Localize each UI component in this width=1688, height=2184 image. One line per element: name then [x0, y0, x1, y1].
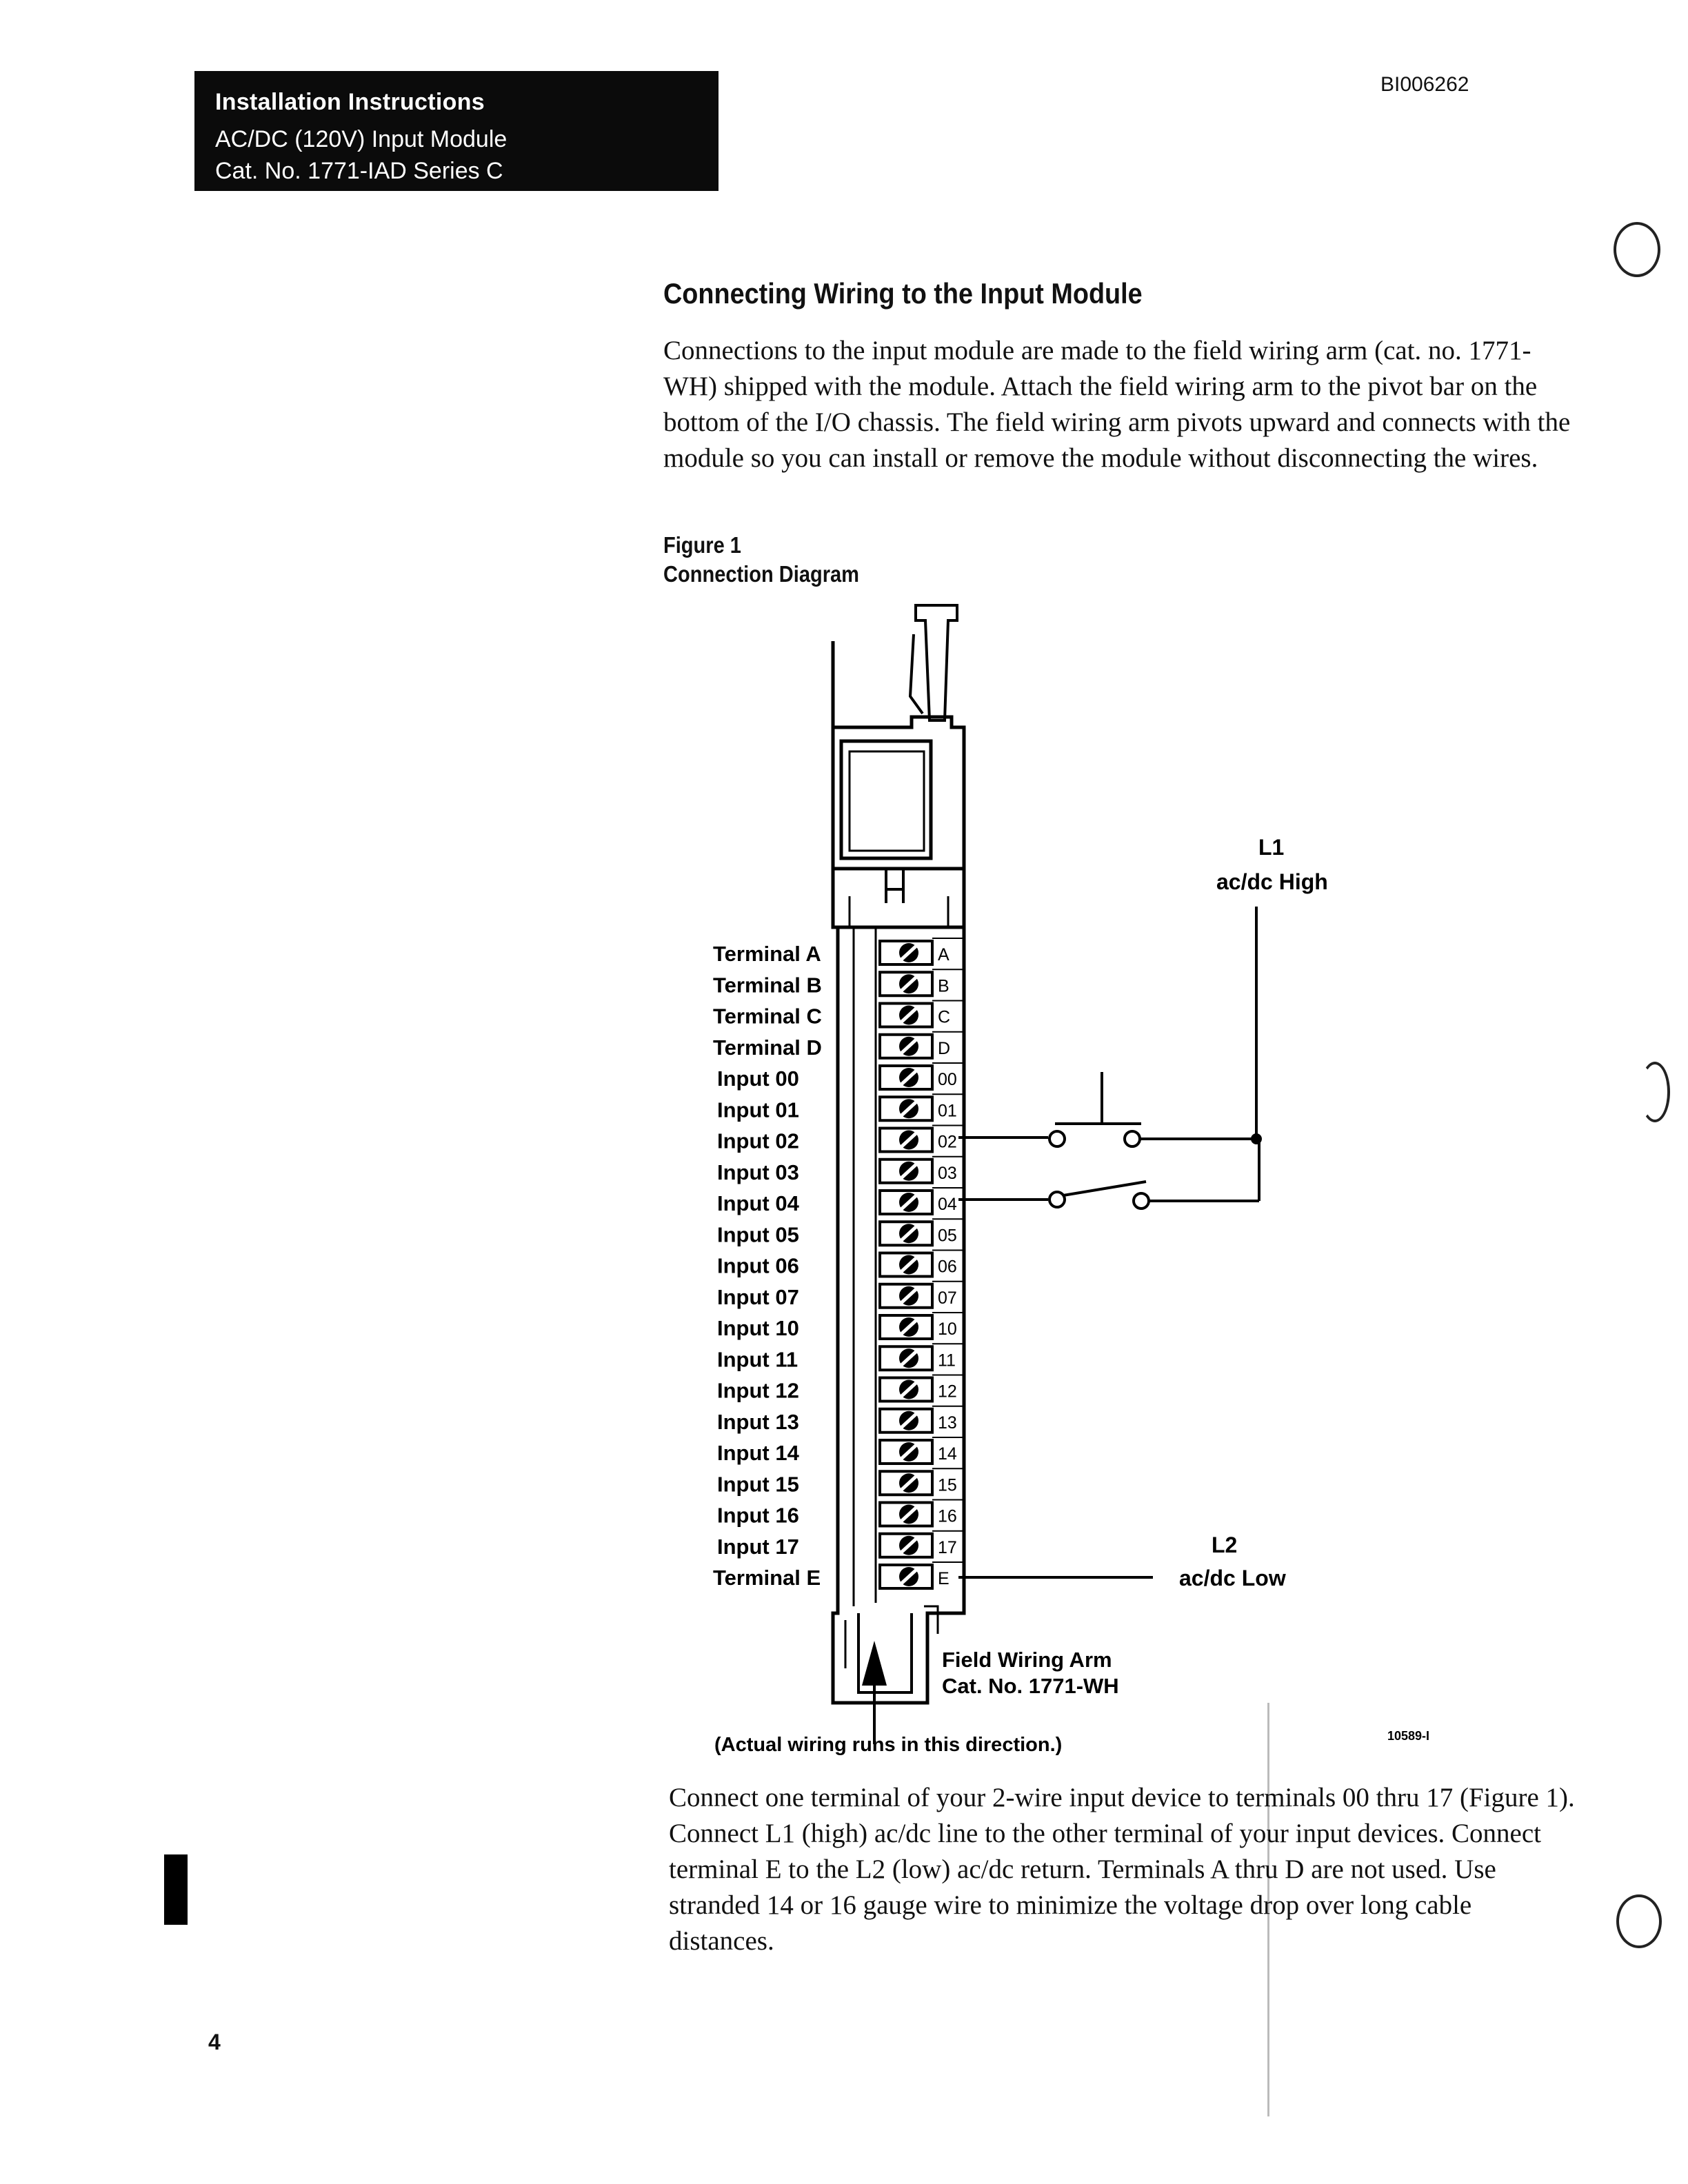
wiring-arm-catalog: Cat. No. 1771-WH [942, 1674, 1119, 1698]
terminal-label: Input 15 [717, 1472, 799, 1497]
terminal-code: 13 [938, 1413, 957, 1433]
wiring-direction-caption: (Actual wiring runs in this direction.) [714, 1734, 1063, 1756]
terminal-code: A [938, 945, 950, 964]
terminal-code: 06 [938, 1257, 957, 1277]
terminal-code: 02 [938, 1132, 957, 1152]
terminal-code: 11 [938, 1351, 956, 1371]
terminal-code: 16 [938, 1506, 957, 1526]
l1-label: L1 [1258, 835, 1285, 860]
document-id: BI006262 [1380, 73, 1469, 96]
terminal-label: Input 03 [717, 1160, 799, 1184]
junction-dot [1252, 1135, 1260, 1143]
header-title: Installation Instructions [215, 89, 485, 115]
terminal-label: Input 12 [717, 1378, 799, 1403]
change-bar [164, 1854, 188, 1925]
terminal-label: Terminal E [713, 1566, 821, 1590]
wiring-arm-label: Field Wiring Arm [942, 1648, 1112, 1672]
terminal-label: Input 13 [717, 1409, 799, 1434]
figure-title: Connection Diagram [663, 561, 859, 587]
terminal-screw [880, 969, 964, 995]
switch-contact-right [1125, 1131, 1140, 1146]
switch-contact-left [1049, 1131, 1065, 1146]
terminal-code: D [938, 1038, 951, 1058]
terminal-label: Input 06 [717, 1253, 799, 1278]
figure-id: 10589-I [1387, 1729, 1430, 1743]
terminal-screw [880, 1562, 964, 1588]
terminal-label: Terminal B [713, 973, 822, 998]
terminal-code: C [938, 1007, 951, 1027]
section-heading: Connecting Wiring to the Input Module [663, 277, 1143, 310]
switch2-contact-right [1134, 1193, 1149, 1209]
terminal-code: 05 [938, 1226, 957, 1246]
l2-sub-label: ac/dc Low [1179, 1566, 1286, 1590]
terminal-label: Input 11 [717, 1347, 798, 1372]
terminal-label: Input 10 [717, 1316, 799, 1340]
page-number: 4 [208, 2030, 221, 2054]
terminal-code: 17 [938, 1537, 957, 1557]
terminal-label: Input 16 [717, 1503, 799, 1528]
terminal-code-column [938, 945, 957, 1588]
terminal-label: Input 01 [717, 1098, 799, 1122]
terminal-label: Input 07 [717, 1284, 799, 1309]
terminal-label: Terminal A [713, 942, 821, 966]
terminal-code: 15 [938, 1475, 957, 1495]
terminal-label: Terminal C [713, 1004, 822, 1029]
terminal-code: B [938, 976, 950, 996]
header-catalog: Cat. No. 1771-IAD Series C [215, 158, 503, 184]
terminal-code: 12 [938, 1382, 957, 1402]
wiring-instructions-paragraph: Connect one terminal of your 2-wire input device to terminals 00 thru 17 (Figure 1). Connect L1 (high) ac/dc line to the other terminal of your input devices. Connect terminal E to the L2 (low) ac/dc return. Terminals A thru D are not used. Use stranded 14 or 16 gauge wire to minimize the voltage drop over long cable distances. [669, 1783, 1575, 1956]
direction-arrow [862, 1641, 887, 1686]
l2-label: L2 [1212, 1533, 1238, 1557]
terminal-label: Input 02 [717, 1129, 799, 1153]
terminal-label: Input 04 [717, 1191, 799, 1215]
l1-sub-label: ac/dc High [1216, 869, 1328, 894]
switch2-blade [1063, 1182, 1146, 1195]
figure-number: Figure 1 [663, 532, 741, 558]
terminal-label: Input 14 [717, 1441, 799, 1465]
terminal-label-column [713, 942, 822, 1590]
terminal-label: Input 00 [717, 1066, 799, 1091]
terminal-code: 04 [938, 1195, 957, 1214]
terminal-code: 14 [938, 1444, 957, 1464]
header-subtitle: AC/DC (120V) Input Module [215, 126, 508, 152]
intro-paragraph: Connections to the input module are made to the field wiring arm (cat. no. 1771-WH) shipped with the module. Attach the field wiring arm to the pivot bar on the bottom of the I/O chassis. The field wiring arm pivots upward and connects with the module so you can install or remove the module without disconnecting the wires. [663, 336, 1571, 473]
terminal-code: 03 [938, 1163, 957, 1183]
switch2-contact-left [1049, 1192, 1065, 1207]
terminal-screw [880, 938, 964, 964]
terminal-label: Input 05 [717, 1222, 799, 1247]
terminal-label: Input 17 [717, 1534, 799, 1559]
terminal-code: E [938, 1569, 950, 1588]
terminal-code: 10 [938, 1320, 957, 1339]
terminal-code: 00 [938, 1070, 957, 1089]
terminal-screw [880, 1032, 964, 1058]
terminal-code: 07 [938, 1288, 957, 1308]
terminal-screw [880, 1001, 964, 1027]
terminal-code: 01 [938, 1101, 957, 1121]
terminal-label: Terminal D [713, 1035, 822, 1060]
